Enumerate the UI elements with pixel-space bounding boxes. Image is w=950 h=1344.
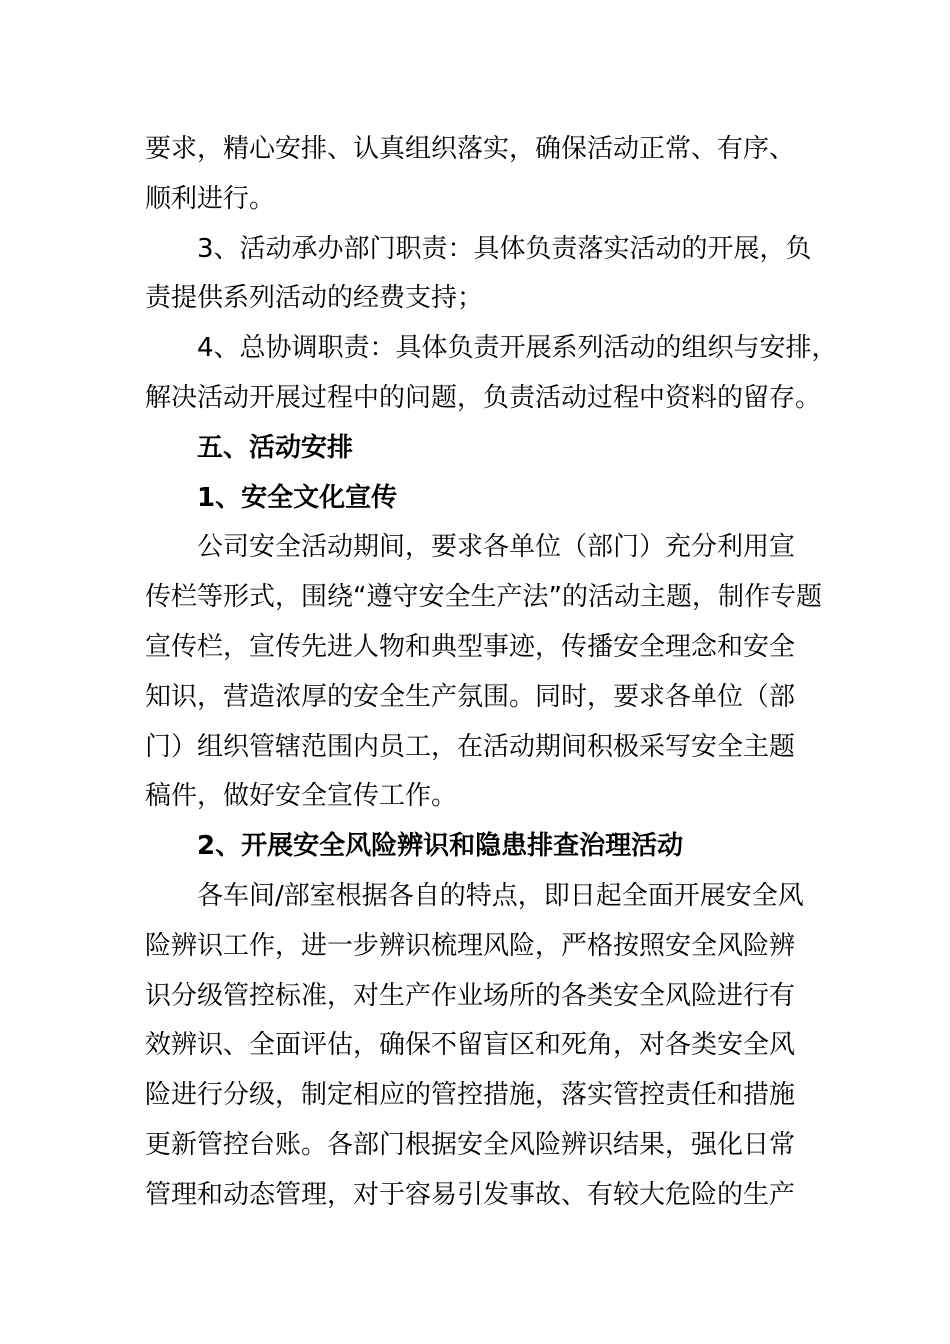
paragraph-line: 更新管控台账。各部门根据安全风险辨识结果，强化日常 <box>145 1129 796 1160</box>
paragraph-line: 顺利进行。 <box>145 183 276 214</box>
paragraph-line: 4、总协调职责：具体负责开展系列活动的组织与安排， <box>197 333 838 364</box>
paragraph-line: 责提供系列活动的经费支持； <box>145 283 484 314</box>
paragraph-line: 险辨识工作，进一步辨识梳理风险，严格按照安全风险辨 <box>145 930 796 961</box>
paragraph-line: 要求，精心安排、认真组织落实，确保活动正常、有序、 <box>145 134 796 164</box>
paragraph-line: 各车间/部室根据各自的特点，即日起全面开展安全风 <box>197 880 804 911</box>
paragraph-line: 解决活动开展过程中的问题，负责活动过程中资料的留存。 <box>145 382 822 413</box>
subsection-heading: 1、安全文化宣传 <box>197 482 398 513</box>
document-body <box>145 125 838 1221</box>
paragraph-line: 险进行分级，制定相应的管控措施，落实管控责任和措施 <box>145 1080 796 1111</box>
subsection-heading: 2、开展安全风险辨识和隐患排查治理活动 <box>197 831 684 862</box>
paragraph-line: 3、活动承办部门职责：具体负责落实活动的开展，负 <box>197 233 812 264</box>
paragraph-line: 稿件，做好安全宣传工作。 <box>145 781 458 812</box>
paragraph-line: 传栏等形式，围绕“遵守安全生产法”的活动主题，制作专题 <box>145 582 822 613</box>
paragraph-line: 知识，营造浓厚的安全生产氛围。同时，要求各单位（部 <box>145 681 796 712</box>
paragraph-line: 门）组织管辖范围内员工，在活动期间积极采写安全主题 <box>145 731 796 762</box>
paragraph-line: 识分级管控标准，对生产作业场所的各类安全风险进行有 <box>145 980 796 1011</box>
paragraph-line: 管理和动态管理，对于容易引发事故、有较大危险的生产 <box>145 1179 796 1210</box>
section-heading: 五、活动安排 <box>197 432 354 463</box>
paragraph-line: 效辨识、全面评估，确保不留盲区和死角，对各类安全风 <box>145 1030 796 1061</box>
paragraph-line: 公司安全活动期间，要求各单位（部门）充分利用宣 <box>197 532 796 563</box>
paragraph-line: 宣传栏，宣传先进人物和典型事迹，传播安全理念和安全 <box>145 631 796 662</box>
